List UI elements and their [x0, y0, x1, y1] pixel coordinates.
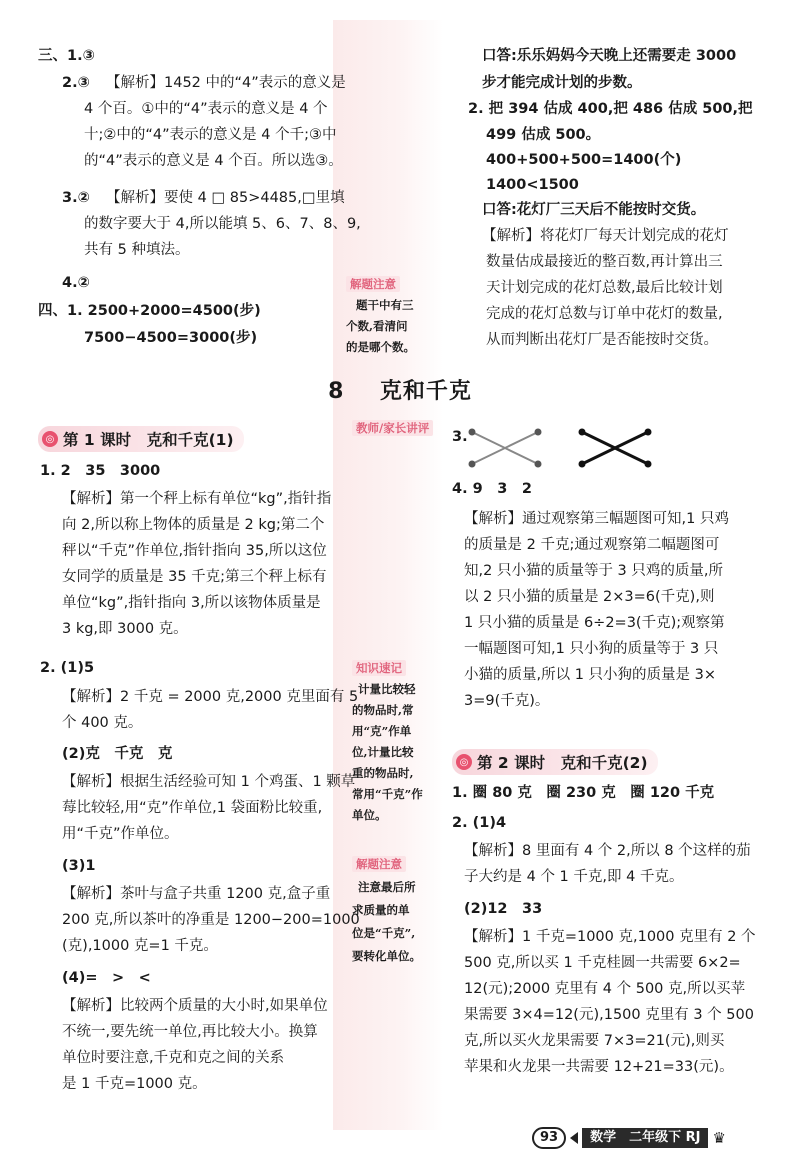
side-tag-teacher: 教师/家长讲评 — [352, 420, 433, 436]
cross-lines-diagram-1 — [466, 426, 546, 470]
top-right-analysis: 数量估成最接近的整百数,再计算出三 — [486, 254, 723, 270]
lesson1-q2-2-analysis: 用“千克”作单位。 — [62, 826, 179, 842]
side-note-line: 要转化单位。 — [352, 949, 421, 963]
lesson1-heading — [38, 426, 244, 452]
lesson1-q1-analysis: 向 2,所以称上物体的质量是 2 kg;第二个 — [62, 517, 325, 533]
lesson1-q2-4-analysis: 【解析】比较两个质量的大小时,如果单位 — [62, 998, 328, 1014]
lesson1-q2-4: (4)= > < — [62, 970, 151, 986]
lesson2-q2-2-analysis: 12(元);2000 克里有 4 个 500 克,所以买苹 — [464, 981, 746, 997]
lesson2-q2-1: 2. (1)4 — [452, 815, 507, 831]
lesson1-q2-1: 2. (1)5 — [40, 660, 95, 676]
lesson2-heading — [452, 749, 658, 775]
side-note-line: 单位。 — [352, 808, 387, 822]
side-note-line: 的物品时,常 — [352, 703, 414, 717]
side-note-line: 常用“千克”作 — [352, 787, 423, 801]
right-q4-analysis: 的质量是 2 千克;通过观察第二幅题图可 — [464, 537, 720, 553]
top-right-line: 400+500+500=1400(个) — [486, 152, 682, 168]
side-tag-note: 解题注意 — [352, 856, 406, 872]
section3-q3-line: 共有 5 种填法。 — [84, 242, 190, 258]
crown-icon: ♛ — [712, 1129, 726, 1147]
lesson2-title: 第 2 课时 克和千克(2) — [477, 754, 648, 772]
right-q4-analysis: 以 2 只小猫的质量是 2×3=6(千克),则 — [464, 589, 715, 605]
top-right-line: 499 估成 500。 — [486, 127, 601, 143]
lesson1-q1-analysis: 女同学的质量是 35 千克;第三个秤上标有 — [62, 569, 327, 585]
lesson2-q2-2-analysis: 【解析】1 千克=1000 克,1000 克里有 2 个 — [464, 929, 756, 945]
top-right-line: 1400<1500 — [486, 177, 579, 193]
lesson1-q2-1-analysis: 个 400 克。 — [62, 715, 143, 731]
lesson1-q2-3-analysis: (克),1000 克=1 千克。 — [62, 938, 218, 954]
cross-lines-diagram-2 — [576, 426, 656, 470]
section3-q2-line: 4 个百。①中的“4”表示的意义是 4 个 — [84, 101, 328, 117]
section3-q3-label: 3.② — [62, 190, 90, 206]
right-q4-analysis: 1 只小猫的质量是 6÷2=3(千克);观察第 — [464, 615, 725, 631]
lesson1-q2-1-analysis: 【解析】2 千克 = 2000 克,2000 克里面有 5 — [62, 689, 359, 705]
lesson1-q2-3-analysis: 【解析】茶叶与盒子共重 1200 克,盒子重 — [62, 886, 331, 902]
section3-q2-label: 2.③ — [62, 75, 90, 91]
lesson1-q1-analysis: 秤以“千克”作单位,指针指向 35,所以这位 — [62, 543, 327, 559]
right-q4-analysis: 小猫的质量,所以 1 只小狗的质量是 3× — [464, 667, 717, 683]
side-note-line: 求质量的单 — [352, 903, 410, 917]
top-right-line: 步才能完成计划的步数。 — [482, 75, 642, 91]
section4-line1: 四、1. 2500+2000=4500(步) — [38, 303, 261, 319]
right-q4-analysis: 一幅题图可知,1 只小狗的质量等于 3 只 — [464, 641, 719, 657]
lesson1-q2-3: (3)1 — [62, 858, 96, 874]
side-note-line: 注意最后所 — [358, 880, 416, 894]
lesson1-q1-answer: 1. 2 35 3000 — [40, 463, 161, 479]
right-q3-label: 3. — [452, 429, 468, 445]
lesson1-title: 第 1 课时 克和千克(1) — [63, 431, 234, 449]
right-q4-analysis: 3=9(千克)。 — [464, 693, 550, 709]
lesson1-q2-4-analysis: 不统一,要先统一单位,再比较大小。换算 — [62, 1024, 318, 1040]
side-note-line: 个数,看清问 — [346, 319, 408, 333]
lesson1-q1-analysis: 单位“kg”,指针指向 3,所以该物体质量是 — [62, 595, 321, 611]
section4-line2: 7500−4500=3000(步) — [84, 330, 258, 346]
page-footer — [532, 1126, 726, 1150]
side-note-line: 题干中有三 — [356, 298, 414, 312]
subject-label: 数学 二年级下 RJ — [582, 1128, 708, 1148]
chapter-name: 克和千克 — [379, 379, 472, 404]
top-right-analysis: 从而判断出花灯厂是否能按时交货。 — [486, 332, 718, 348]
lesson2-q2-2: (2)12 33 — [464, 901, 543, 917]
lesson1-q1-analysis: 3 kg,即 3000 克。 — [62, 621, 188, 637]
chapter-number: 8 — [328, 379, 345, 404]
lesson1-q2-2-analysis: 【解析】根据生活经验可知 1 个鸡蛋、1 颗草 — [62, 774, 356, 790]
top-right-line: 2. 把 394 估成 400,把 486 估成 500,把 — [468, 101, 753, 117]
top-right-analysis: 天计划完成的花灯总数,最后比较计划 — [486, 280, 723, 296]
bullet-icon: ◎ — [456, 754, 472, 770]
triangle-icon — [570, 1132, 578, 1144]
side-note-line: 位是“千克”, — [352, 926, 416, 940]
section3-q2-line: 【解析】1452 中的“4”表示的意义是 — [106, 75, 346, 91]
lesson2-q2-2-analysis: 苹果和火龙果一共需要 12+21=33(元)。 — [464, 1059, 734, 1075]
lesson2-q2-1-analysis: 【解析】8 里面有 4 个 2,所以 8 个这样的茄 — [464, 843, 751, 859]
lesson1-q1-analysis: 【解析】第一个秤上标有单位“kg”,指针指 — [62, 491, 332, 507]
lesson1-q2-2: (2)克 千克 克 — [62, 746, 173, 762]
top-right-analysis: 【解析】将花灯厂每天计划完成的花灯 — [482, 228, 729, 244]
lesson1-q2-4-analysis: 是 1 千克=1000 克。 — [62, 1076, 207, 1092]
lesson1-q2-3-analysis: 200 克,所以茶叶的净重是 1200−200=1000 — [62, 912, 360, 928]
side-note-line: 用“克”作单 — [352, 724, 412, 738]
top-right-analysis: 完成的花灯总数与订单中花灯的数量, — [486, 306, 723, 322]
section3-q4: 4.② — [62, 275, 90, 291]
section3-q2-line: 十;②中的“4”表示的意义是 4 个千;③中 — [84, 127, 337, 143]
side-note-line: 的是哪个数。 — [346, 340, 415, 354]
section3-q1: 三、1.③ — [38, 48, 95, 64]
top-right-line: 口答:乐乐妈妈今天晚上还需要走 3000 — [482, 48, 737, 64]
lesson2-q2-2-analysis: 500 克,所以买 1 千克桂圆一共需要 6×2= — [464, 955, 741, 971]
top-right-line: 口答:花灯厂三天后不能按时交货。 — [482, 202, 706, 218]
right-q4-answer: 4. 9 3 2 — [452, 481, 532, 497]
right-q4-analysis: 【解析】通过观察第三幅题图可知,1 只鸡 — [464, 511, 729, 527]
right-q4-analysis: 知,2 只小猫的质量等于 3 只鸡的质量,所 — [464, 563, 723, 579]
side-tag-note: 解题注意 — [346, 276, 400, 292]
page-number: 93 — [532, 1127, 566, 1149]
side-note-line: 位,计量比较 — [352, 745, 414, 759]
lesson1-q2-2-analysis: 莓比较轻,用“克”作单位,1 袋面粉比较重, — [62, 800, 323, 816]
lesson2-q2-2-analysis: 克,所以买火龙果需要 7×3=21(元),则买 — [464, 1033, 725, 1049]
side-note-line: 计量比较轻 — [358, 682, 416, 696]
bullet-icon: ◎ — [42, 431, 58, 447]
lesson2-q2-1-analysis: 子大约是 4 个 1 千克,即 4 千克。 — [464, 869, 684, 885]
lesson2-q2-2-analysis: 果需要 3×4=12(元),1500 克里有 3 个 500 — [464, 1007, 754, 1023]
chapter-title — [0, 374, 800, 405]
section3-q3-line: 【解析】要使 4 □ 85>4485,□里填 — [106, 190, 345, 206]
section3-q3-line: 的数字要大于 4,所以能填 5、6、7、8、9, — [84, 216, 361, 232]
lesson2-q1-answer: 1. 圈 80 克 圈 230 克 圈 120 千克 — [452, 785, 715, 801]
side-tag-knowledge: 知识速记 — [352, 660, 406, 676]
side-note-line: 重的物品时, — [352, 766, 414, 780]
lesson1-q2-4-analysis: 单位时要注意,千克和克之间的关系 — [62, 1050, 285, 1066]
section3-q2-line: 的“4”表示的意义是 4 个百。所以选③。 — [84, 153, 343, 169]
